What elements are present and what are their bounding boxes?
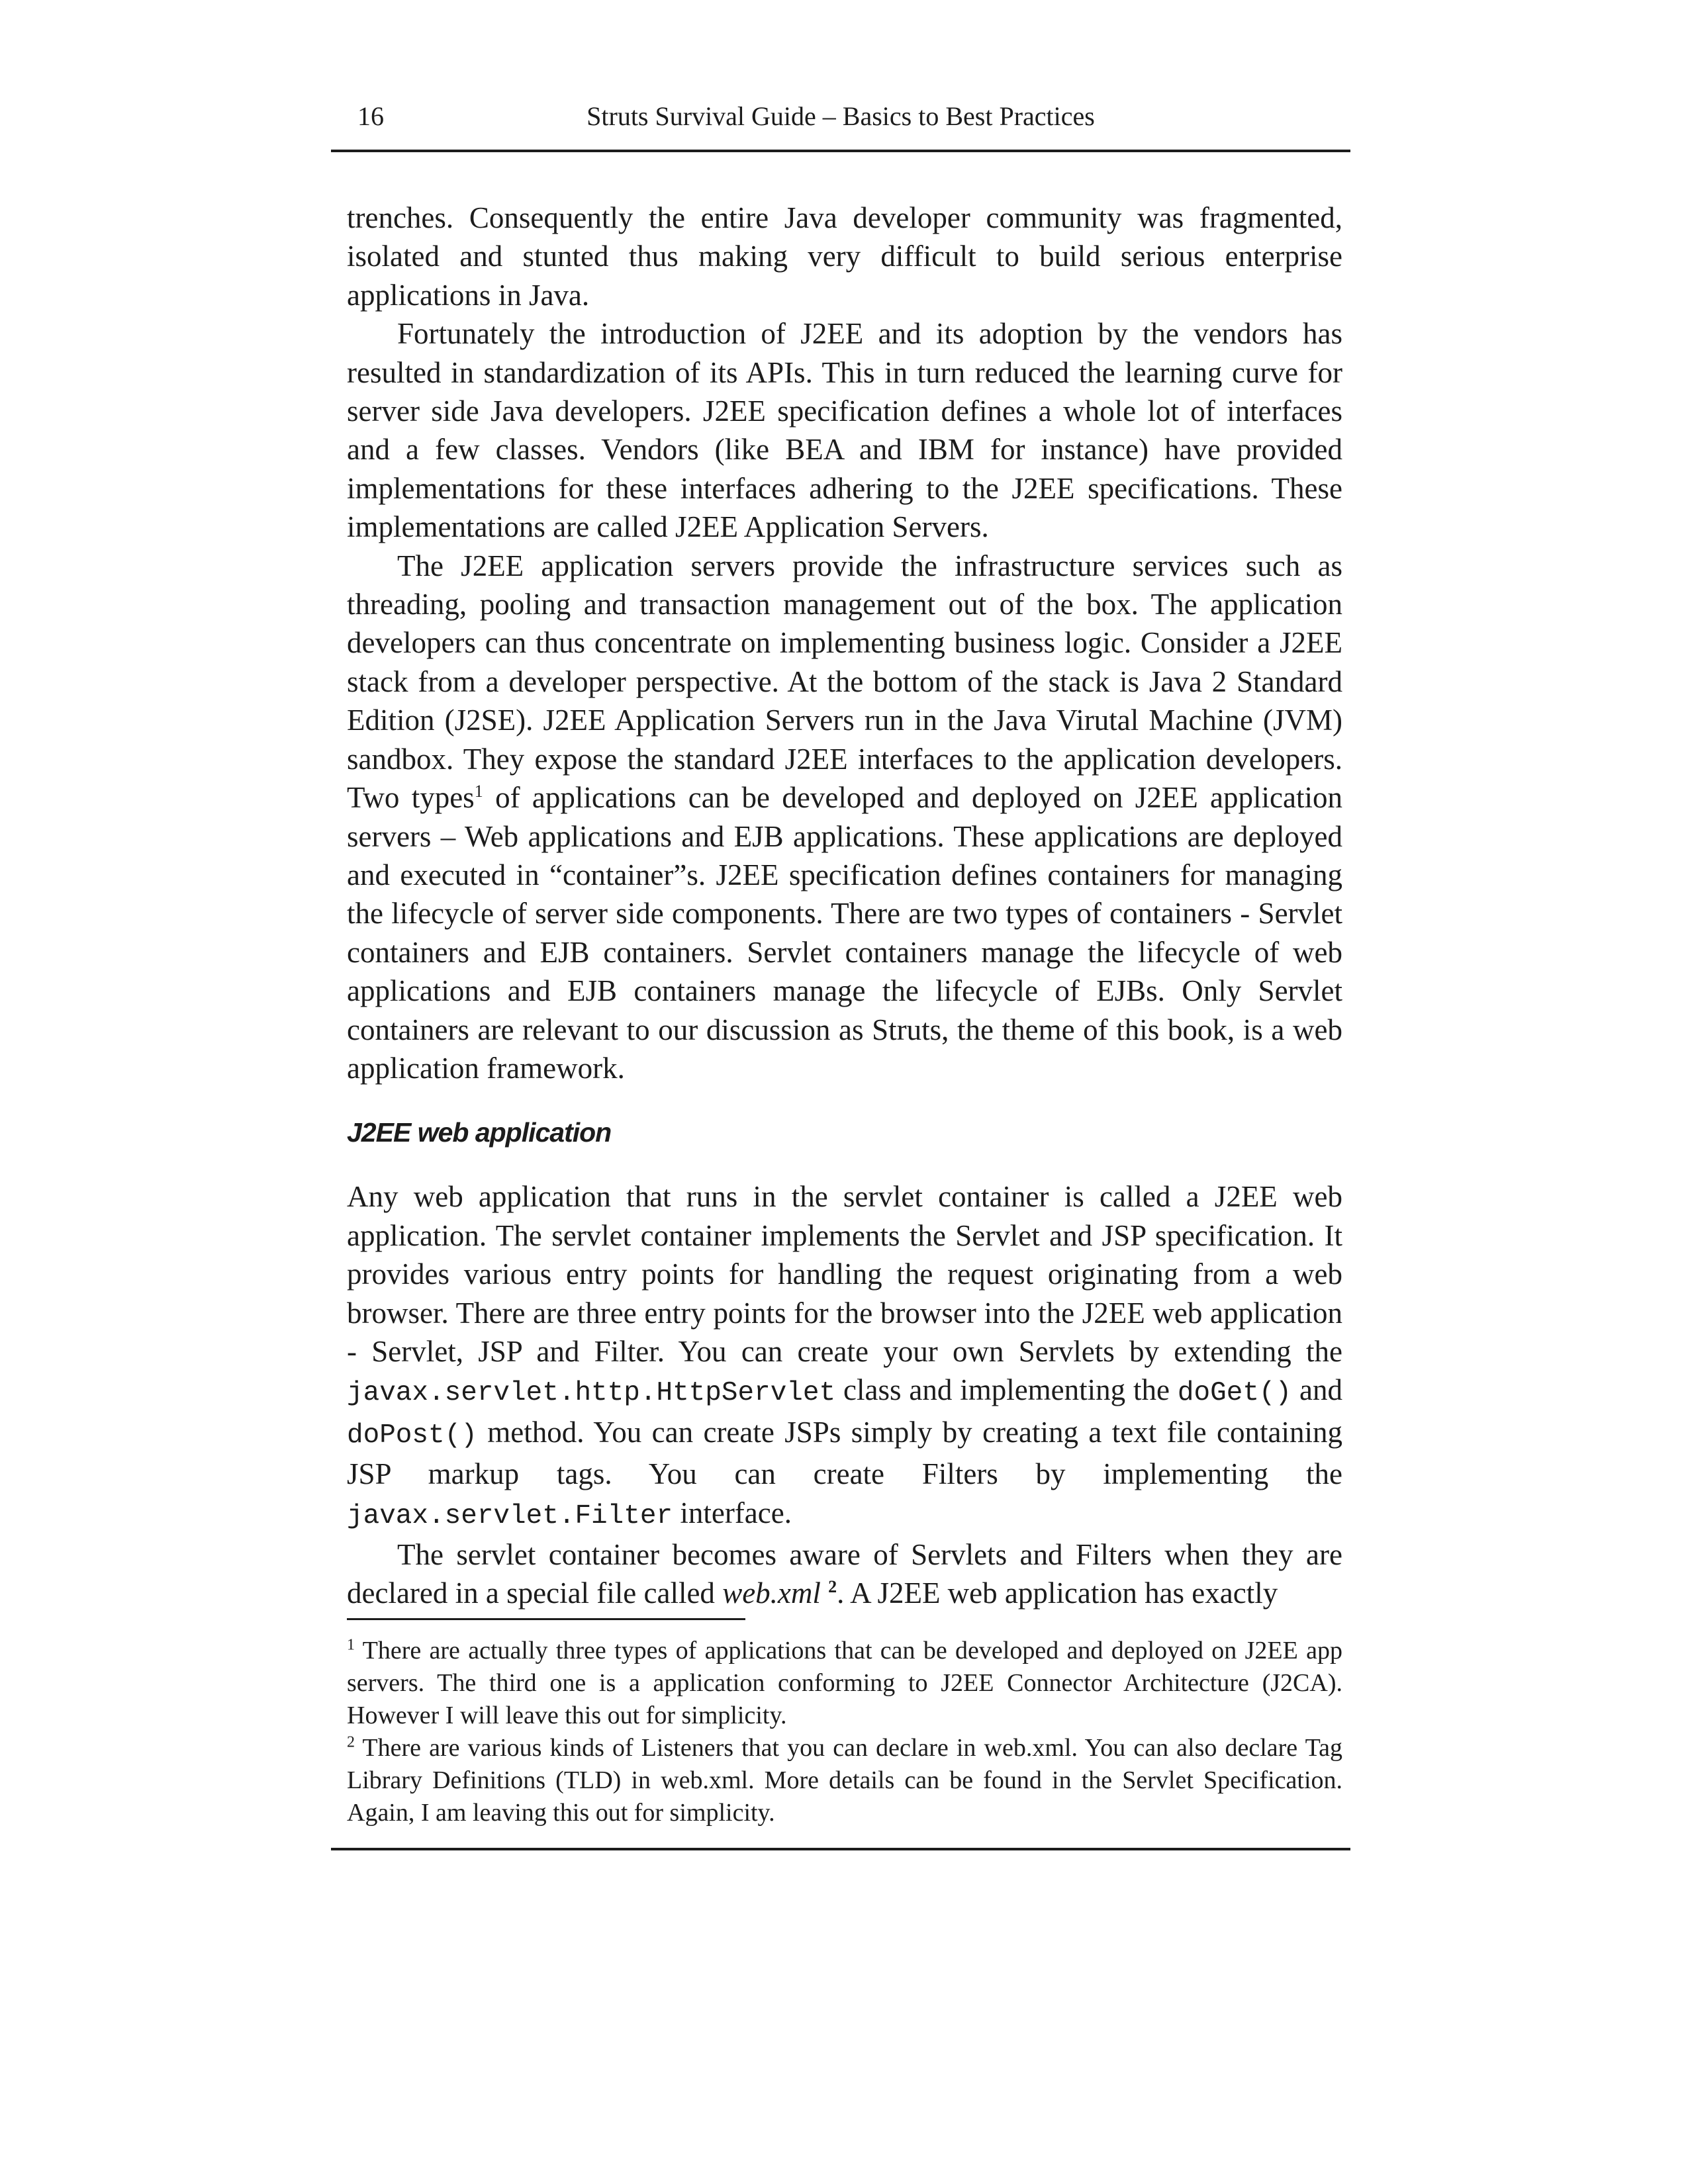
footnote	[347, 1635, 1342, 1732]
emphasis-filename: web.xml	[722, 1576, 821, 1610]
paragraph-text: The servlet container becomes aware of Servlets and Filters when they are declared in a special file called	[347, 1538, 1342, 1610]
running-title: Struts Survival Guide – Basics to Best Practices	[586, 101, 1095, 131]
section-heading: J2EE web application	[347, 1117, 612, 1148]
paragraph-text: and	[1291, 1373, 1342, 1407]
page-number: 16	[357, 101, 384, 131]
footnote-text: There are actually three types of applications that can be developed and deployed on J2EE app servers. The third one is a application conforming to J2EE Connector Architecture (J2CA). However I will leave this out for simplicity.	[347, 1637, 1342, 1729]
code-snippet: javax.servlet.Filter	[347, 1500, 673, 1531]
body-text	[347, 199, 1342, 1613]
footnote-reference: 1	[474, 782, 483, 801]
footnotes	[347, 1635, 1342, 1829]
footnote-marker: 1	[347, 1636, 355, 1654]
paragraph-text: class and implementing the	[835, 1373, 1178, 1407]
paragraph-text: Any web application that runs in the servlet container is called a J2EE web application. The servlet container implements the Servlet and JSP specification. It provides various entry points for handling the request originating from a web browser. There are three entry points for the browser into the J2EE web application - Servlet, JSP and Filter. You can create your own Servlets by extending the	[347, 1180, 1342, 1368]
footnote-text: There are various kinds of Listeners that you can declare in web.xml. You can also declare Tag Library Definitions (TLD) in web.xml. More details can be found in the Servlet Specification. Again, I am leaving this out for simplicity.	[347, 1734, 1342, 1827]
paragraph: Fortunately the introduction of J2EE and its adoption by the vendors has resulted in standardization of its APIs. This in turn reduced the learning curve for server side Java developers. J2EE specification defines a whole lot of interfaces and a few classes. Vendors (like BEA and IBM for instance) have provided implementations for these interfaces adhering to the J2EE specifications. These implementations are called J2EE Application Servers.	[347, 317, 1342, 544]
code-snippet: doGet()	[1177, 1378, 1292, 1409]
paragraph	[347, 547, 1342, 1088]
footnote-reference: 2	[828, 1577, 837, 1597]
footnote-separator	[347, 1618, 745, 1620]
paragraph-text: interface.	[673, 1496, 792, 1529]
paragraph	[347, 1535, 1342, 1613]
paragraph: trenches. Consequently the entire Java developer community was fragmented, isolated and stunted thus making very difficult to build serious enterprise applications in Java.	[347, 201, 1342, 312]
code-snippet: javax.servlet.http.HttpServlet	[347, 1378, 836, 1409]
page-bottom-rule	[331, 1848, 1350, 1850]
footnote	[347, 1732, 1342, 1829]
page-header	[331, 93, 1350, 152]
paragraph-text: . A J2EE web application has exactly	[837, 1576, 1278, 1610]
paragraph-text: The J2EE application servers provide the infrastructure services such as threading, pooling and transaction management out of the box. The application developers can thus concentrate on implementing business logic. Consider a J2EE stack from a developer perspective. At the bottom of the stack is Java 2 Standard Edition (J2SE). J2EE Application Servers run in the Java Virutal Machine (JVM) sandbox. They expose the standard J2EE interfaces to the application developers. Two types	[347, 549, 1342, 815]
paragraph-text: method. You can create JSPs simply by creating a text file containing JSP markup tags. You can create Filters by implementing the	[347, 1415, 1342, 1491]
paragraph-text: of applications can be developed and deployed on J2EE application servers – Web applications and EJB applications. These applications are deployed and executed in “container”s. J2EE specification defines containers for managing the lifecycle of server side components. There are two types of containers - Servlet containers and EJB containers. Servlet containers manage the lifecycle of web applications and EJB containers manage the lifecycle of EJBs. Only Servlet containers are relevant to our discussion as Struts, the theme of this book, is a web application framework.	[347, 781, 1342, 1085]
code-snippet: doPost()	[347, 1420, 477, 1451]
footnote-marker: 2	[347, 1733, 355, 1751]
paragraph	[347, 1177, 1342, 1535]
